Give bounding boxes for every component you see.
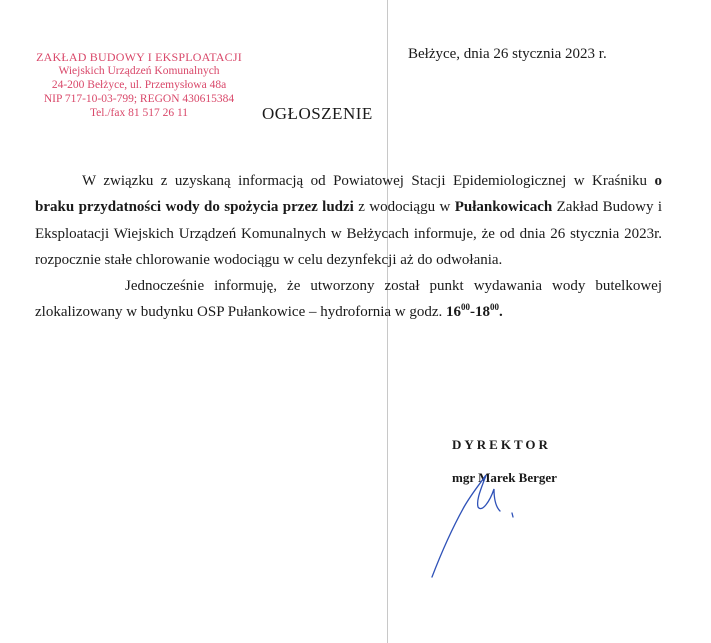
p1-text-2: z wodociągu w: [353, 199, 455, 216]
min-end: 00: [490, 302, 500, 313]
hour-start: 16: [446, 304, 462, 321]
min-start: 00: [461, 302, 471, 313]
handwritten-signature: [420, 455, 540, 585]
stamp-line-name: ZAKŁAD BUDOWY I EKSPLOATACJI: [36, 50, 242, 64]
signature-stroke: [432, 475, 500, 577]
stamp-line-address: 24-200 Bełżyce, ul. Przemysłowa 48a: [51, 79, 227, 91]
director-name: mgr Marek Berger: [452, 470, 557, 485]
p2-text: Jednocześnie informuję, że utworzony został punkt wydawania wody butelkowej zlokalizowany w budynku OSP Pułankowice – hydrofornia w godz.: [35, 278, 662, 321]
stamp-line-phone: Tel./fax 81 517 26 11: [89, 107, 189, 119]
announcement-body: [35, 168, 662, 326]
institution-stamp: [30, 50, 248, 120]
p1-bold-1: o braku przydatności wody do spożycia przez ludzi: [35, 173, 662, 216]
stamp-line-subname: Wiejskich Urządzeń Komunalnych: [58, 65, 220, 77]
hours-period: .: [499, 304, 503, 321]
p1-text-3: Zakład Budowy i Eksploatacji Wiejskich Urządzeń Komunalnych w Bełżycach informuje, że od dnia 26 stycznia 2023r. rozpocznie stałe chlorowanie wodociągu w celu dezynfekcji aż do odwołania.: [35, 199, 663, 268]
document-date: Bełżyce, dnia 26 stycznia 2023 r.: [408, 46, 607, 62]
paragraph-1: [35, 168, 662, 273]
document-title: OGŁOSZENIE: [262, 104, 373, 123]
p1-text-1: W związku z uzyskaną informacją od Powiatowej Stacji Epidemiologicznej w Kraśniku: [82, 173, 655, 189]
stamp-line-nip-regon: NIP 717-10-03-799; REGON 430615384: [43, 93, 235, 105]
paragraph-2: [35, 273, 662, 326]
hour-dash: -: [470, 304, 476, 321]
director-title: DYREKTOR: [452, 437, 551, 452]
hour-end: 18: [475, 304, 491, 321]
p2-hours: [446, 304, 503, 320]
p1-bold-2: Pułankowicach: [454, 199, 553, 216]
signature-dot: [512, 513, 513, 517]
